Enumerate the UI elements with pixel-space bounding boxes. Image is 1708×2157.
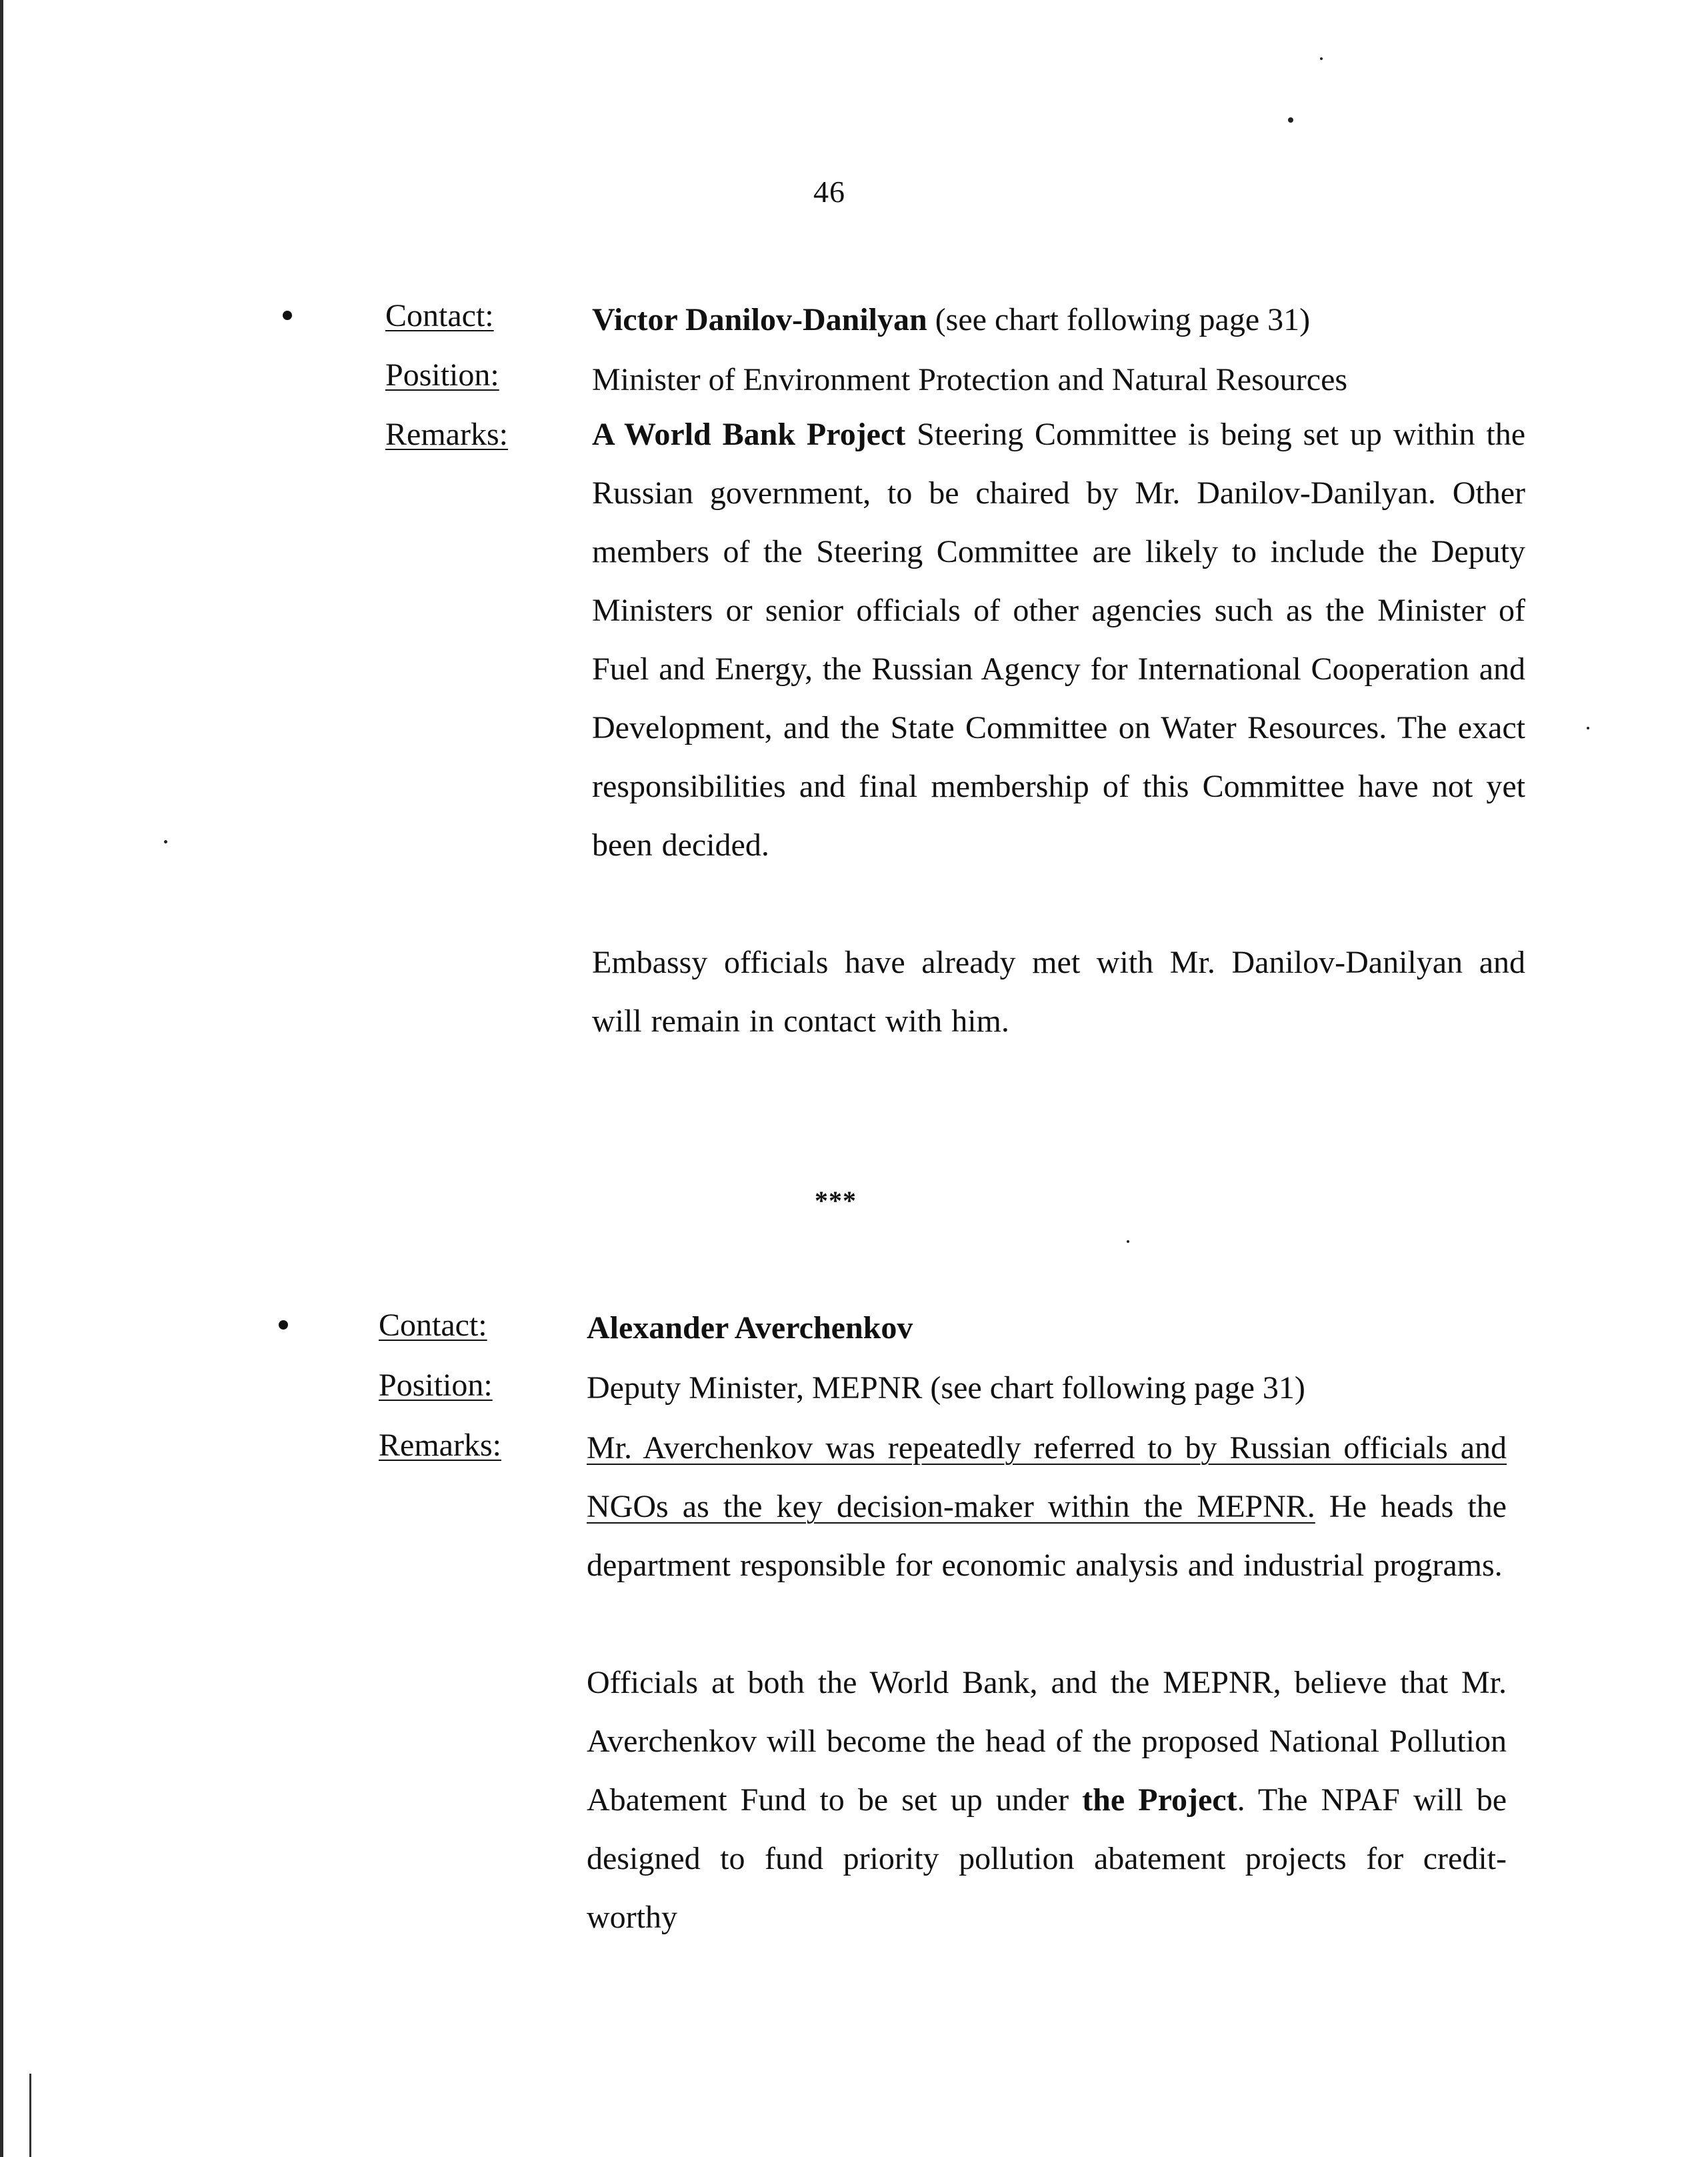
remarks-paragraph xyxy=(592,405,1525,875)
scan-speck xyxy=(164,840,167,843)
remarks-body: Officials at both the World Bank, and the MEPNR, believe that Mr. Averchenkov will become the head of the proposed National Pollution Abatement Fund to be set up under xyxy=(587,1665,1507,1818)
scan-speck xyxy=(1288,117,1293,123)
remarks-emphasis: the Project xyxy=(1082,1782,1237,1818)
contact-field xyxy=(587,1308,913,1348)
bullet-icon xyxy=(283,311,292,320)
position-label: Position: xyxy=(385,357,499,393)
remarks-underlined: Mr. Averchenkov was repeatedly referred to by Russian officials and NGOs as the key decision-maker within the MEPNR. xyxy=(587,1430,1507,1524)
contact-note: (see chart following page 31) xyxy=(927,302,1311,337)
remarks-body: He heads the department responsible for economic analysis and industrial programs. xyxy=(587,1489,1507,1583)
remarks-paragraph xyxy=(587,1654,1507,1947)
remarks-body: Steering Committee is being set up within the Russian government, to be chaired by Mr. Danilov-Danilyan. Other members of the Steering Committee are likely to include the Deputy Ministers or senior officials of other agencies such as the Minister of Fuel and Energy, the Russian Agency for International Cooperation and Development, and the State Committee on Water Resources. The exact responsibilities and final membership of this Committee have not yet been decided. xyxy=(592,417,1526,863)
remarks-label: Remarks: xyxy=(385,417,508,452)
page-bottom-edge-mark xyxy=(29,2074,31,2157)
scan-speck xyxy=(1320,57,1323,60)
remarks-body: . The NPAF will be designed to fund priority pollution abatement projects for credit-worthy xyxy=(587,1782,1507,1935)
scan-speck xyxy=(1127,1240,1129,1243)
page-left-edge xyxy=(0,0,3,2157)
remarks-emphasis: A World Bank Project xyxy=(592,417,906,452)
position-value: Minister of Environment Protection and Natural Resources xyxy=(592,362,1348,397)
remarks-paragraph: Embassy officials have already met with Mr. Danilov-Danilyan and will remain in contact with him. xyxy=(592,945,1525,1039)
contact-label: Contact: xyxy=(379,1308,487,1343)
contact-name: Alexander Averchenkov xyxy=(587,1310,913,1346)
position-value: Deputy Minister, MEPNR (see chart following page 31) xyxy=(587,1370,1305,1406)
page-number: 46 xyxy=(813,175,845,209)
remarks-paragraph xyxy=(587,1419,1507,1595)
position-label: Position: xyxy=(379,1368,493,1403)
remarks-text xyxy=(587,1419,1507,1947)
remarks-label: Remarks: xyxy=(379,1428,501,1463)
contact-name: Victor Danilov-Danilyan xyxy=(592,302,927,337)
contact-label: Contact: xyxy=(385,298,494,333)
bullet-icon xyxy=(279,1320,288,1330)
section-separator: *** xyxy=(815,1186,857,1216)
contact-field xyxy=(592,300,1310,340)
remarks-text xyxy=(592,405,1525,1051)
scan-speck xyxy=(1587,727,1589,729)
